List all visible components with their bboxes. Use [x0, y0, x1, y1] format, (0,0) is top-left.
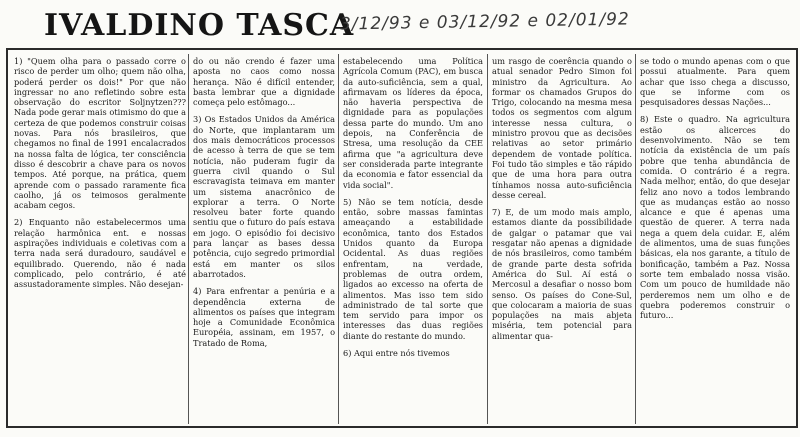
handwritten-dates: 3/12/93 e 03/12/92 e 02/01/92 — [339, 9, 630, 35]
text-column-5 — [640, 56, 790, 422]
paragraph: um rasgo de coerência quando o atual senador Pedro Simon foi ministro da Agricultura. Ao formar os chamados Grupos do Trigo, colocando na mesma mesa todos os segmentos com algum interesse nessa cultura, o ministro provou que as decisões relativas ao setor primário dependem de vontade política. Foi tudo tão simples e tão rápido que de uma hora para outra tínhamos nossa auto-suficiência desse cereal. — [492, 56, 632, 200]
column-divider — [487, 54, 488, 424]
column-divider — [188, 54, 189, 424]
paragraph: 8) Este o quadro. Na agricultura estão os alicerces do desenvolvimento. Não se tem notícia da existência de um país pobre que tenha abundância de comida. O contrário é a regra. Nada melhor, então, do que desejar feliz ano novo a todos lembrando que as mudanças estão ao nosso alcance e que é apenas uma questão de querer. A terra nada nega a quem dela cuidar. E, além de alimentos, uma de suas funções básicas, ela nos garante, a título de bonificação, também a Paz. Nossa sorte tem embalado nossa visão. Com um pouco de humildade não perderemos nem um olho e de quebra poderemos construir o futuro... — [640, 114, 790, 321]
paragraph: 6) Aqui entre nós tivemos — [343, 348, 450, 359]
paragraph: 4) Para enfrentar a penúria e a dependência externa de alimentos os países que integram hoje a Comunidade Econômica Européia, assinam, em 1957, o Tratado de Roma, — [193, 286, 335, 348]
paragraph: 2) Enquanto não estabelecermos uma relação harmônica ent. e nossas aspirações individuais e coletivas com a terra nada será duradouro, saudável e equilibrado. Querendo, não é nada complicado, pelo contrário, é até assustadoramente simples. Não desejan- — [14, 217, 186, 290]
paragraph: estabelecendo uma Política Agrícola Comum (PAC), em busca da auto-suficiência, sem a qual, afirmavam os líderes da época, não haveria perspectiva de dignidade para as populações dessa parte do mundo. Um ano depois, na Conferência de Stresa, uma resolução da CEE afirma que "a agricultura deve ser considerada parte integrante da economia e fator essencial da vida social". — [343, 56, 483, 190]
frame-rule-bottom — [6, 426, 798, 428]
masthead — [0, 0, 800, 52]
paragraph: 1) "Quem olha para o passado corre o risco de perder um olho; quem não olha, poderá perder os dois!" Por que não ingressar no ano refletindo sobre esta observação do escritor Soljnytzen??? Nada pode gerar mais otimismo do que a certeza de que podemos construir coisas novas. Para nós brasileiros, que chegamos no final de 1991 encalacrados na nossa falta de lógica, ter consciência disso é descobrir a chave para os novos tempos. Até porque, na prática, quem aprende com o passado raramente fica caolho, já os teimosos geralmente acabam cegos. — [14, 56, 186, 211]
frame-rule-right — [796, 48, 798, 428]
text-column-3 — [343, 56, 483, 422]
paragraph: 7) E, de um modo mais amplo, estamos diante da possibilidade de galgar o patamar que vai resgatar não apenas a dignidade de nós brasileiros, como também de grande parte desta sofrida América do Sul. Aí está o Mercosul a desafiar o nosso bom senso. Os países do Cone-Sul, que colocaram a maioria de suas populações na mais abjeta miséria, tem potencial para alimentar qua- — [492, 207, 632, 341]
paragraph: se todo o mundo apenas com o que possui atualmente. Para quem achar que isso chega a discusso, que se informe com os pesquisadores dessas Nações... — [640, 56, 790, 108]
text-column-1 — [14, 56, 186, 422]
text-column-2 — [193, 56, 335, 422]
frame-rule-top — [6, 48, 798, 50]
paragraph: 3) Os Estados Unidos da América do Norte, que implantaram um dos mais democráticos processos de acesso à terra de que se tem notícia, não puderam fugir da guerra civil quando o Sul escravagista teimava em manter um sistema anacrônico de explorar a terra. O Norte resolveu bater forte quando sentiu que o futuro do país estava em jogo. O episódio foi decisivo para lançar as bases dessa potência, cujo segredo primordial está em manter os silos abarrotados. — [193, 114, 335, 279]
paragraph: do ou não crendo é fazer uma aposta no caos como nossa herança. Não é difícil entender, basta lembrar que a dignidade começa pelo estômago... — [193, 56, 335, 108]
column-title: IVALDINO TASCA — [44, 8, 355, 43]
paragraph: 5) Não se tem notícia, desde então, sobre massas famintas ameaçando a estabilidade econômica, tanto dos Estados Unidos quanto da Europa Ocidental. As duas regiões enfrentam, na verdade, problemas de outra ordem, ligados ao excesso na oferta de alimentos. Mas isso tem sido administrado de tal sorte que tem servido para impor os interesses das duas regiões diante do restante do mundo. — [343, 196, 483, 341]
column-divider — [338, 54, 339, 424]
text-column-4 — [492, 56, 632, 422]
frame-rule-left — [6, 48, 8, 428]
column-divider — [635, 54, 636, 424]
